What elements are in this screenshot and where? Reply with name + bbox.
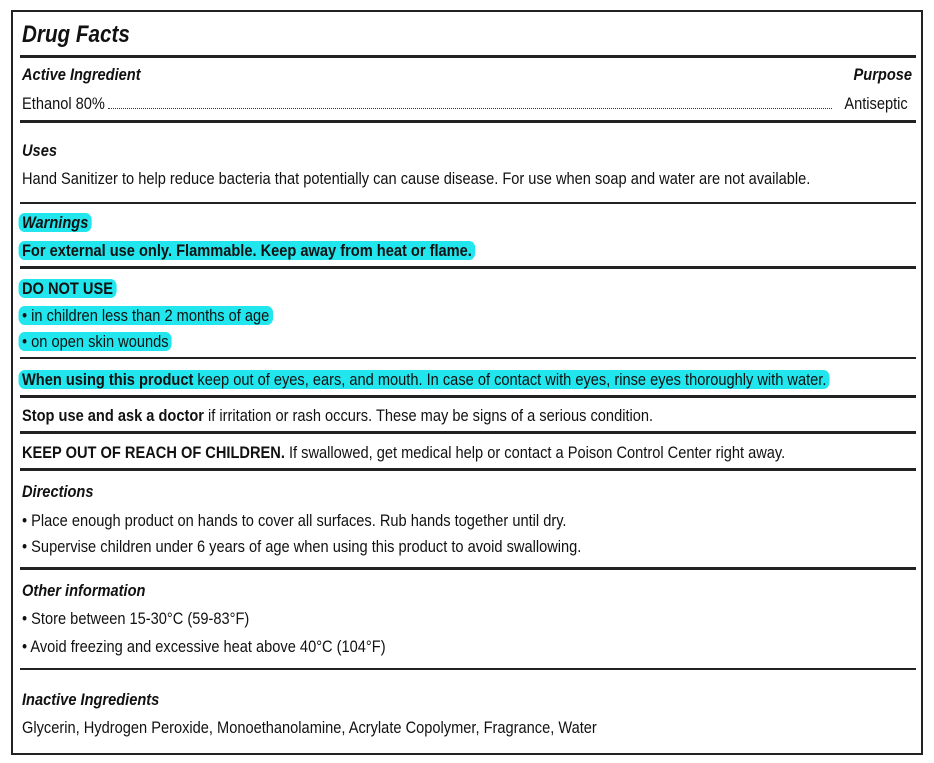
warnings-heading: Warnings <box>22 212 92 234</box>
uses-text: Hand Sanitizer to help reduce bacteria that potentially can cause disease. For use when soap and water are not available. <box>22 169 811 188</box>
when-using-line <box>22 369 830 391</box>
divider <box>20 395 916 398</box>
keep-out-line <box>22 442 785 464</box>
do-not-use-heading: DO NOT USE <box>22 278 116 300</box>
divider <box>20 431 916 434</box>
divider <box>20 266 916 269</box>
other-info-heading: Other information <box>22 581 146 600</box>
stop-use-text: if irritation or rash occurs. These may be signs of a serious condition. <box>203 406 654 425</box>
do-not-use-item: • on open skin wounds <box>22 331 172 353</box>
active-ingredient-heading: Active Ingredient <box>22 65 141 84</box>
directions-item: • Place enough product on hands to cover all surfaces. Rub hands together until dry. <box>22 511 567 530</box>
directions-heading: Directions <box>22 482 94 501</box>
inactive-ingredients-heading: Inactive Ingredients <box>22 690 160 709</box>
divider <box>20 120 916 123</box>
active-ingredient-purpose: Antiseptic <box>844 94 908 113</box>
dot-leader <box>108 107 832 109</box>
drug-facts-panel <box>11 10 923 755</box>
divider <box>20 567 916 570</box>
inactive-ingredients-text: Glycerin, Hydrogen Peroxide, Monoethanolamine, Acrylate Copolymer, Fragrance, Water <box>22 718 597 737</box>
stop-use-line <box>22 405 653 427</box>
divider <box>20 668 916 670</box>
active-ingredient-name: Ethanol 80% <box>22 94 105 113</box>
uses-heading: Uses <box>22 141 57 160</box>
purpose-heading: Purpose <box>853 65 912 84</box>
do-not-use-item: • in children less than 2 months of age <box>22 305 273 327</box>
other-info-item: • Avoid freezing and excessive heat above 40°C (104°F) <box>22 637 386 656</box>
page-title: Drug Facts <box>22 21 130 48</box>
divider <box>20 55 916 58</box>
directions-item: • Supervise children under 6 years of age when using this product to avoid swallowing. <box>22 537 582 556</box>
when-using-text: keep out of eyes, ears, and mouth. In case of contact with eyes, rinse eyes thoroughly with water. <box>193 370 827 389</box>
keep-out-text: If swallowed, get medical help or contact a Poison Control Center right away. <box>284 443 786 462</box>
other-info-item: • Store between 15-30°C (59-83°F) <box>22 609 250 628</box>
divider <box>20 468 916 471</box>
warnings-text: For external use only. Flammable. Keep away from heat or flame. <box>22 240 475 262</box>
stop-use-lead: Stop use and ask a doctor <box>22 406 204 425</box>
active-ingredient-row <box>22 93 908 115</box>
divider <box>20 357 916 359</box>
keep-out-lead: KEEP OUT OF REACH OF CHILDREN. <box>22 443 285 462</box>
when-using-lead: When using this product <box>22 370 194 389</box>
divider <box>20 202 916 204</box>
